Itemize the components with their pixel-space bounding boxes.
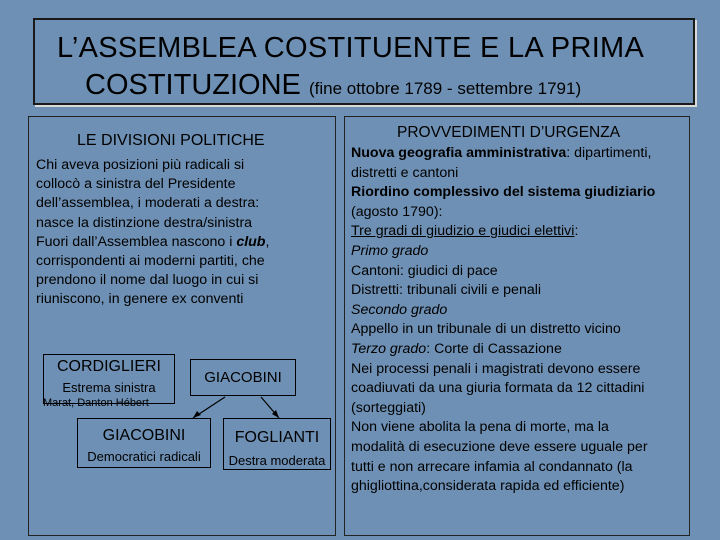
foglianti-subtitle: Destra moderata: [228, 453, 326, 468]
right-line: modalità di esecuzione deve essere uguale per: [351, 438, 648, 455]
right-line: (sorteggiati): [351, 399, 426, 416]
political-divisions-panel: [28, 116, 336, 536]
club-prefix: Fuori dall’Assemblea nascono i: [36, 233, 237, 250]
giacobini-subtitle: Democratici radicali: [87, 449, 201, 464]
second-degree: Secondo grado: [351, 301, 448, 318]
giacobini-title: GIACOBINI: [102, 427, 186, 444]
right-line: distretti e cantoni: [351, 164, 459, 181]
left-line: collocò a sinistra del Presidente: [36, 176, 236, 193]
giacobini-bottom-box: [77, 418, 211, 468]
left-line: corrispondenti ai moderni partiti, che: [36, 253, 265, 270]
cordiglieri-members: Marat, Danton Hébert: [43, 397, 149, 409]
left-line: prendono il nome dal luogo in cui si: [36, 272, 259, 289]
urgent-measures-panel: [344, 116, 690, 536]
club-suffix: ,: [265, 233, 270, 250]
foglianti-box: [223, 418, 331, 470]
right-line-rest: : dipartimenti,: [566, 145, 652, 161]
first-degree: Primo grado: [351, 242, 429, 259]
left-heading: LE DIVISIONI POLITICHE: [77, 132, 265, 149]
title-subtitle: (fine ottobre 1789 - settembre 1791): [308, 79, 582, 98]
cordiglieri-title: CORDIGLIERI: [56, 358, 161, 375]
right-line: tutti e non arrecare infamia al condannato (la: [351, 458, 633, 475]
left-line: riuniscono, in genere ex conventi: [36, 291, 244, 308]
right-heading: PROVVEDIMENTI D’URGENZA: [397, 124, 621, 141]
giacobini-top-box: GIACOBINI: [190, 359, 296, 396]
right-line: ghigliottina,considerata rapida ed efficiente): [351, 478, 625, 495]
right-line: Non viene abolita la pena di morte, ma la: [351, 419, 609, 436]
arrows: [29, 117, 337, 537]
right-line-rest: : Corte di Cassazione: [426, 340, 562, 357]
judicial-reform: Riordino complessivo del sistema giudiziario: [351, 184, 656, 201]
three-degrees: Tre gradi di giudizio e giudici elettivi: [351, 223, 575, 240]
title-line1: L’ASSEMBLEA COSTITUENTE E LA PRIMA: [57, 32, 645, 64]
right-line: Cantoni: giudici di pace: [351, 262, 498, 279]
right-line: [351, 340, 689, 360]
right-line: Nei processi penali i magistrati devono essere: [351, 360, 641, 377]
right-line: Distretti: tribunali civili e penali: [351, 282, 542, 299]
right-line: [351, 144, 689, 164]
admin-geography: Nuova geografia amministrativa: [351, 145, 567, 161]
right-line: (agosto 1790):: [351, 203, 443, 220]
arrow-left-head: [193, 411, 201, 418]
left-line: dell’assemblea, i moderati a destra:: [36, 195, 260, 212]
left-line: Chi aveva posizioni più radicali si: [36, 157, 245, 173]
foglianti-title: FOGLIANTI: [234, 429, 320, 446]
third-degree: Terzo grado: [351, 340, 427, 357]
club-word: club: [236, 233, 266, 250]
title-line2: [85, 69, 581, 102]
right-line: coadiuvati da una giuria formata da 12 cittadini: [351, 380, 645, 397]
title-main: COSTITUZIONE: [85, 69, 301, 101]
right-line: Appello in un tribunale di un distretto vicino: [351, 321, 621, 338]
cordiglieri-subtitle: Estrema sinistra: [62, 380, 156, 395]
right-text: [351, 144, 689, 497]
right-line: [351, 222, 689, 242]
right-line-rest: :: [574, 223, 579, 240]
left-line: nasce la distinzione destra/sinistra: [36, 214, 253, 231]
title-box: [33, 18, 695, 105]
